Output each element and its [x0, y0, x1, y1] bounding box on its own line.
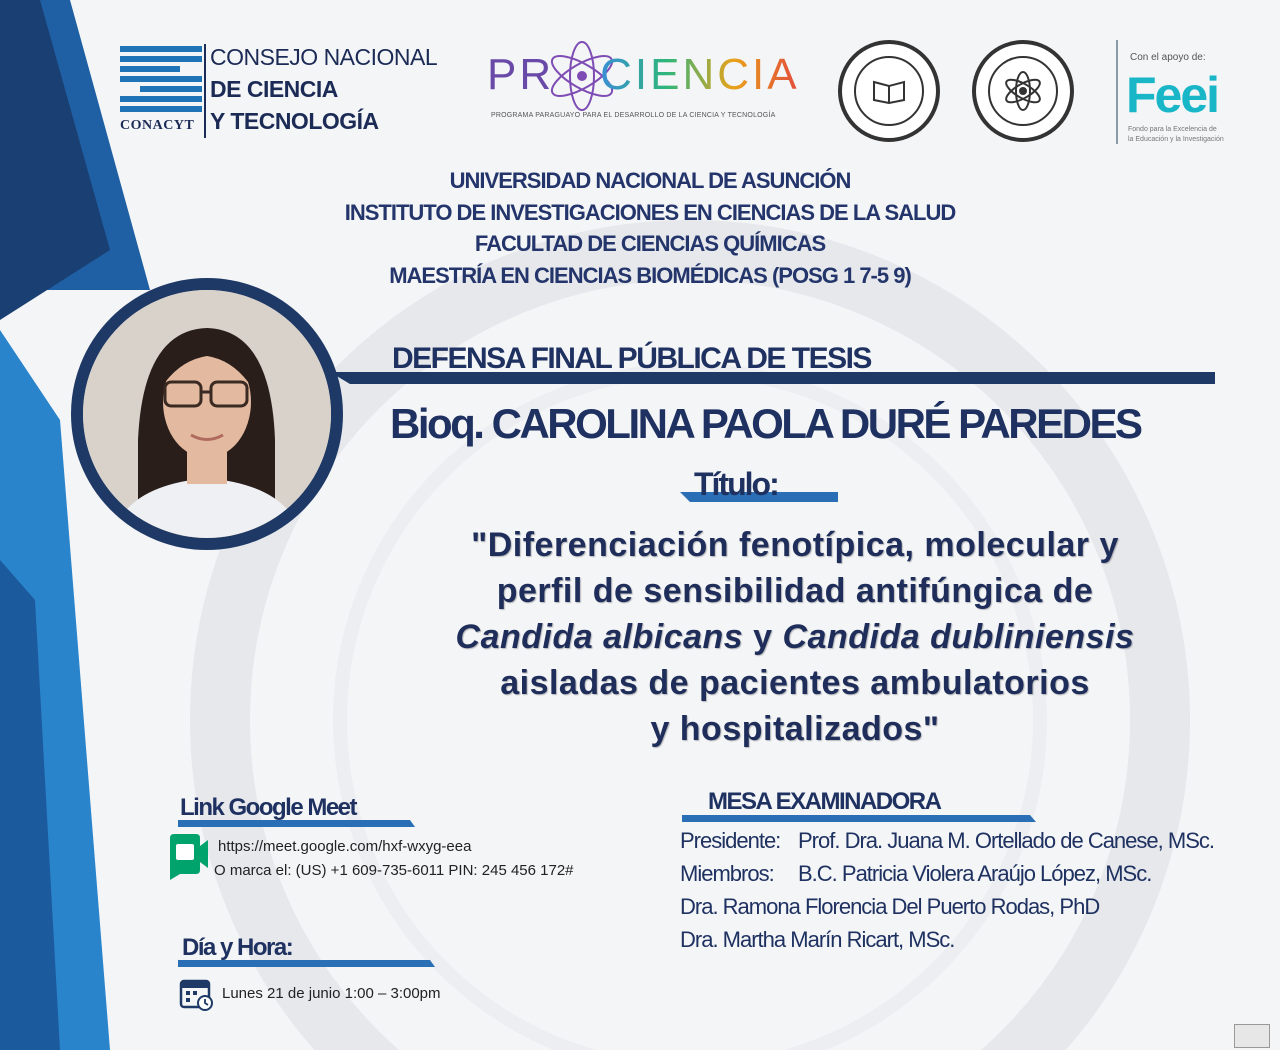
divider	[1116, 40, 1118, 144]
feei-sub1: Fondo para la Excelencia de	[1128, 126, 1217, 133]
meet-link[interactable]: https://meet.google.com/hxf-wxyg-eea	[218, 838, 472, 855]
president-name: Prof. Dra. Juana M. Ortellado de Canese, MSc.	[798, 828, 1214, 853]
committee-member: Dra. Ramona Florencia Del Puerto Rodas, PhD	[680, 894, 1100, 919]
thesis-line: perfil de sensibilidad antifúngica de	[496, 572, 1094, 610]
candidate-name: Bioq. CAROLINA PAOLA DURÉ PAREDES	[390, 400, 1141, 447]
species-conj: y	[743, 618, 783, 656]
una-seal-icon	[838, 40, 940, 142]
book-icon	[872, 78, 906, 104]
institution-line: FACULTAD DE CIENCIAS QUÍMICAS	[474, 231, 826, 256]
feei-sub2: la Educación y la Investigación	[1128, 136, 1224, 143]
prociencia-wordmark	[487, 50, 800, 100]
feei-wordmark: Feei	[1126, 67, 1219, 123]
committee-president	[680, 828, 1214, 854]
species-1: Candida albicans	[455, 618, 744, 656]
candidate-photo	[71, 278, 343, 550]
conacyt-stripes-icon	[120, 46, 202, 118]
committee-heading: MESA EXAMINADORA	[708, 788, 941, 815]
portrait-image	[83, 290, 331, 538]
institution-line: MAESTRÍA EN CIENCIAS BIOMÉDICAS (POSG 1 7-5 9)	[389, 263, 911, 288]
conacyt-line1: CONSEJO NACIONAL	[210, 44, 438, 70]
prociencia-pre: PR	[487, 50, 555, 99]
member-name: B.C. Patricia Violera Araújo López, MSc.	[798, 861, 1152, 886]
committee-member: Dra. Martha Marín Ricart, MSc.	[680, 927, 955, 952]
feei-support-text: Con el apoyo de:	[1130, 52, 1206, 63]
event-type: DEFENSA FINAL PÚBLICA DE TESIS	[392, 342, 871, 375]
members-label: Miembros:	[680, 861, 774, 886]
meet-heading: Link Google Meet	[180, 794, 357, 821]
thesis-line: y hospitalizados"	[650, 710, 940, 748]
thesis-title	[380, 522, 1210, 752]
meet-phone: O marca el: (US) +1 609-735-6011 PIN: 245 456 172#	[214, 862, 574, 879]
calendar-icon	[178, 976, 214, 1012]
title-label: Título:	[694, 466, 778, 502]
conacyt-line2: DE CIENCIA	[210, 76, 338, 102]
conacyt-abbr: CONACYT	[120, 118, 195, 133]
divider	[204, 44, 206, 138]
prociencia-tagline: PROGRAMA PARAGUAYO PARA EL DESARROLLO DE LA CIENCIA Y TECNOLOGÍA	[491, 112, 776, 119]
prociencia-logo	[487, 36, 807, 126]
prociencia-rest: CIENCIA	[600, 50, 800, 99]
feei-logo	[1116, 40, 1266, 150]
committee-member	[680, 861, 1151, 887]
thesis-line-species	[380, 614, 1210, 660]
conacyt-line3: Y TECNOLOGÍA	[210, 108, 379, 134]
species-2: Candida dubliniensis	[782, 618, 1135, 656]
thesis-line: aisladas de pacientes ambulatorios	[500, 664, 1090, 702]
institution-line: INSTITUTO DE INVESTIGACIONES EN CIENCIAS DE LA SALUD	[344, 200, 956, 225]
corner-watermark-icon	[1234, 1024, 1270, 1048]
conacyt-logo	[120, 44, 450, 139]
president-label: Presidente:	[680, 828, 781, 853]
thesis-line: "Diferenciación fenotípica, molecular y	[471, 526, 1119, 564]
datetime-value: Lunes 21 de junio 1:00 – 3:00pm	[222, 985, 441, 1002]
fcq-seal-icon	[972, 40, 1074, 142]
datetime-heading: Día y Hora:	[182, 934, 293, 961]
google-meet-icon	[166, 832, 210, 880]
institution-line: UNIVERSIDAD NACIONAL DE ASUNCIÓN	[449, 168, 851, 193]
atom-seal-icon	[1002, 70, 1044, 112]
